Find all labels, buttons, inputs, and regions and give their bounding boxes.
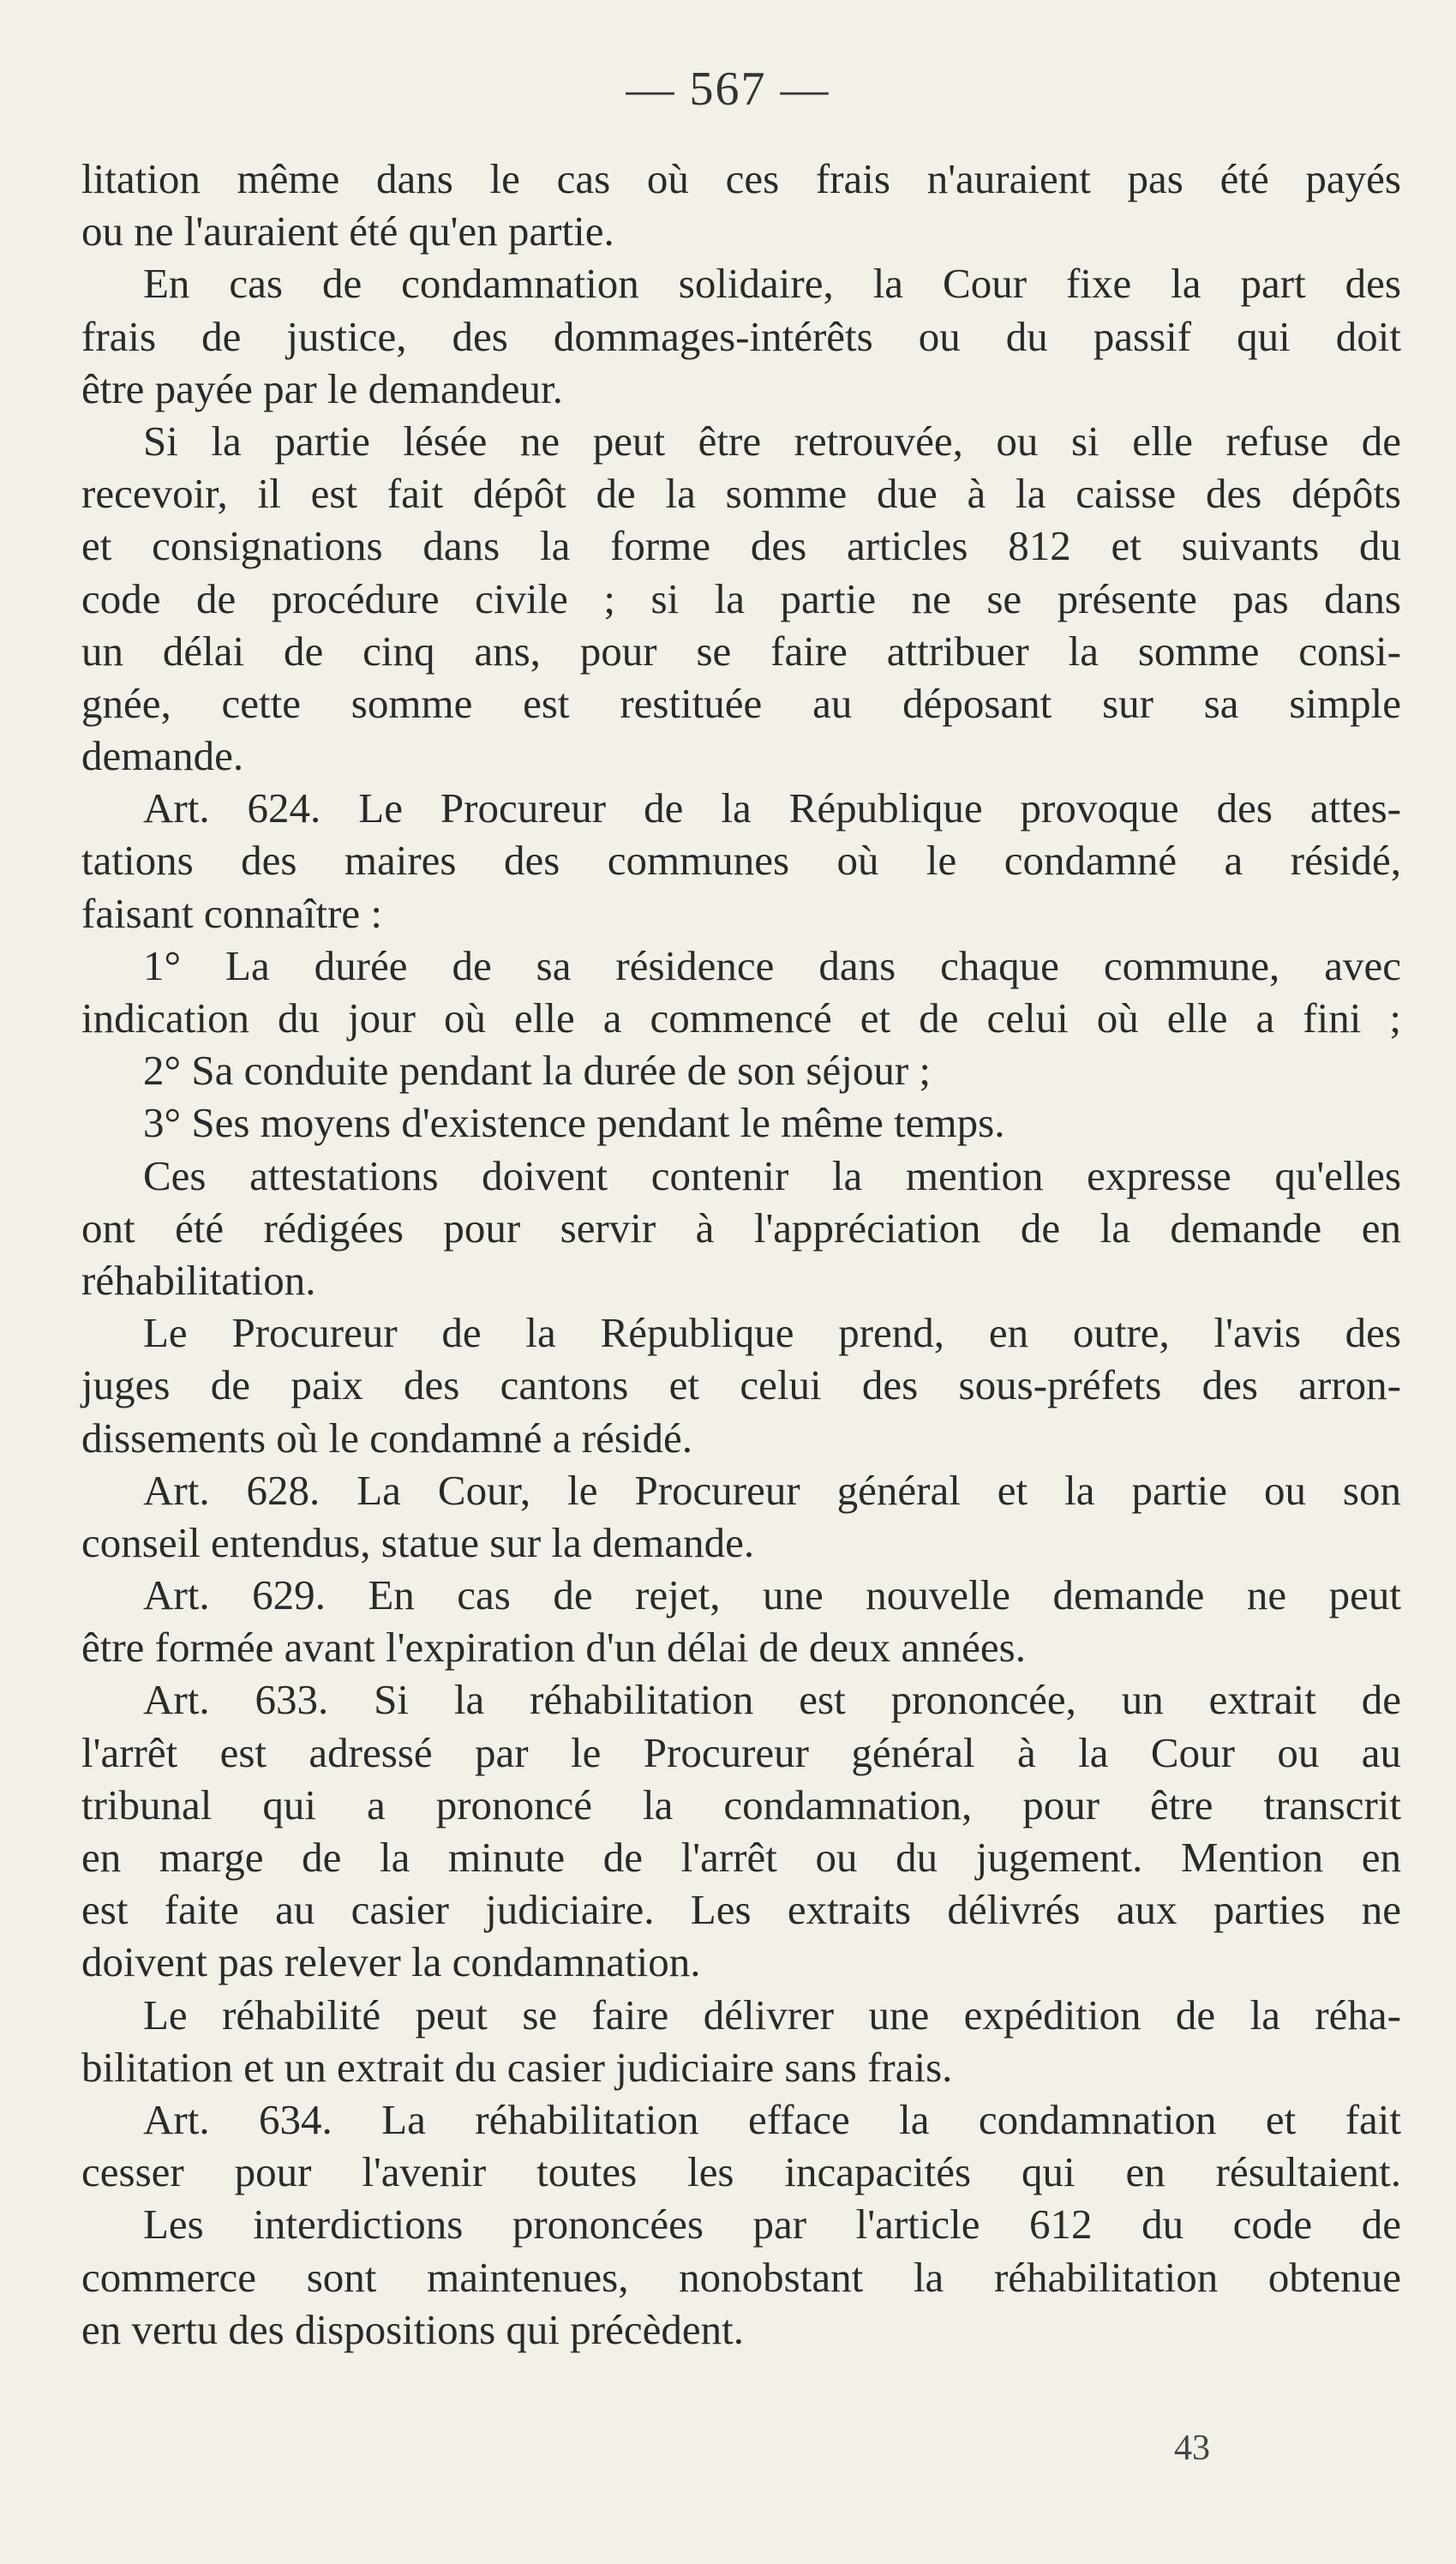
text-line: Le Procureur de la République prend, en outre, l'avis des <box>143 1309 1401 1357</box>
text-line: Le réhabilité peut se faire délivrer une expédition de la réha- <box>143 1991 1401 2039</box>
text-line: recevoir, il est fait dépôt de la somme due à la caisse des dépôts <box>81 470 1401 518</box>
text-line: Ces attestations doivent contenir la mention expresse qu'elles <box>143 1151 1401 1199</box>
text-line: Les interdictions prononcées par l'article 612 du code de <box>143 2201 1401 2249</box>
text-line: Si la partie lésée ne peut être retrouvée, ou si elle refuse de <box>143 417 1401 465</box>
text-line: gnée, cette somme est restituée au déposant sur sa simple <box>81 679 1401 727</box>
text-line: réhabilitation. <box>81 1256 316 1304</box>
text-line: 1° La durée de sa résidence dans chaque commune, avec <box>143 941 1401 989</box>
text-line: Art. 628. La Cour, le Procureur général et la partie ou son <box>143 1466 1401 1514</box>
text-line: en vertu des dispositions qui précèdent. <box>81 2305 744 2353</box>
page-number: — 567 — <box>626 63 830 116</box>
text-line: demande. <box>81 732 244 780</box>
text-line: conseil entendus, statue sur la demande. <box>81 1518 755 1566</box>
text-line: Art. 633. Si la réhabilitation est prononcée, un extrait de <box>143 1676 1401 1724</box>
text-line: Art. 624. Le Procureur de la République provoque des attes- <box>143 784 1401 832</box>
text-line: cesser pour l'avenir toutes les incapacités qui en résultaient. <box>81 2148 1401 2196</box>
text-line: 3° Ses moyens d'existence pendant le même temps. <box>143 1099 1005 1147</box>
text-line: l'arrêt est adressé par le Procureur général à la Cour ou au <box>81 1728 1401 1776</box>
text-line: indication du jour où elle a commencé et de celui où elle a fini ; <box>81 994 1401 1042</box>
text-line: ou ne l'auraient été qu'en partie. <box>81 207 614 255</box>
text-line: être formée avant l'expiration d'un délai de deux années. <box>81 1624 1026 1672</box>
text-line: faisant connaître : <box>81 889 383 937</box>
body-text <box>81 153 1401 2356</box>
text-line: Art. 629. En cas de rejet, une nouvelle demande ne peut <box>143 1571 1401 1619</box>
text-line: frais de justice, des dommages-intérêts ou du passif qui doit <box>81 312 1401 360</box>
text-line: tations des maires des communes où le condamné a résidé, <box>81 837 1401 885</box>
text-line: ont été rédigées pour servir à l'appréciation de la demande en <box>81 1204 1401 1252</box>
text-line: litation même dans le cas où ces frais n'auraient pas été payés <box>81 155 1401 202</box>
text-line: tribunal qui a prononcé la condamnation, pour être transcrit <box>81 1780 1401 1828</box>
text-line: En cas de condamnation solidaire, la Cour fixe la part des <box>143 260 1401 308</box>
text-line: et consignations dans la forme des articles 812 et suivants du <box>81 522 1401 570</box>
text-line: en marge de la minute de l'arrêt ou du jugement. Mention en <box>81 1834 1401 1881</box>
text-line: être payée par le demandeur. <box>81 364 563 412</box>
text-line: 2° Sa conduite pendant la durée de son séjour ; <box>143 1047 932 1095</box>
text-line: bilitation et un extrait du casier judiciaire sans frais. <box>81 2043 953 2091</box>
text-line: est faite au casier judiciaire. Les extraits délivrés aux parties ne <box>81 1886 1401 1934</box>
text-line: dissements où le condamné a résidé. <box>81 1414 693 1462</box>
text-line: juges de paix des cantons et celui des sous-préfets des arron- <box>81 1361 1401 1409</box>
text-line: un délai de cinq ans, pour se faire attribuer la somme consi- <box>81 627 1401 675</box>
signature-mark: 43 <box>1174 2429 1210 2468</box>
text-line: Art. 634. La réhabilitation efface la condamnation et fait <box>143 2095 1401 2143</box>
text-line: code de procédure civile ; si la partie ne se présente pas dans <box>81 574 1401 622</box>
text-line: doivent pas relever la condamnation. <box>81 1938 701 1986</box>
text-line: commerce sont maintenues, nonobstant la réhabilitation obtenue <box>81 2253 1401 2301</box>
